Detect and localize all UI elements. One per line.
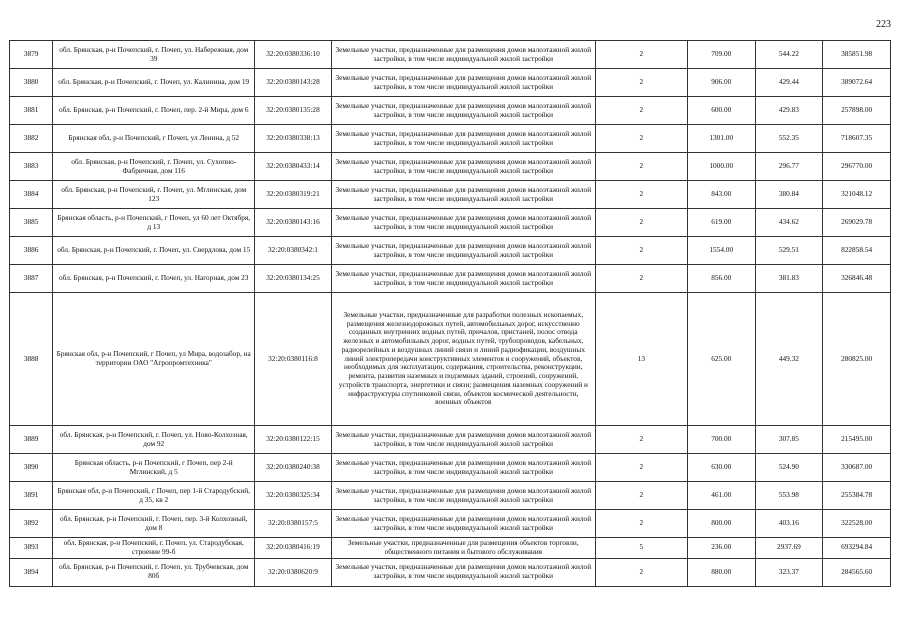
row-number: 3890 (10, 454, 53, 482)
cadastral-value-cell: 257898.00 (823, 97, 891, 125)
permitted-use-cell: Земельные участки, предназначенные для размещения домов малоэтажной жилой застройки, в том числе индивидуальной жилой застройки (331, 69, 595, 97)
cadastral-value-cell: 330687.00 (823, 454, 891, 482)
row-number: 3888 (10, 293, 53, 426)
cadastral-number-cell: 32:20:0380433:14 (255, 153, 332, 181)
table-row (10, 237, 891, 265)
permitted-use-cell: Земельные участки, предназначенные для размещения домов малоэтажной жилой застройки, в том числе индивидуальной жилой застройки (331, 510, 595, 538)
row-number: 3883 (10, 153, 53, 181)
page-number: 223 (876, 19, 891, 30)
use-group-cell: 2 (595, 265, 687, 293)
table-row (10, 426, 891, 454)
cadastral-value-cell: 693294.84 (823, 538, 891, 559)
table-row (10, 558, 891, 586)
cadastral-value-cell: 389072.64 (823, 69, 891, 97)
area-cell: 880.00 (687, 558, 755, 586)
cadastral-value-cell: 718607.35 (823, 125, 891, 153)
cadastral-value-cell: 385851.98 (823, 41, 891, 69)
permitted-use-cell: Земельные участки, предназначенные для разработки полезных ископаемых, размещения железнодорожных путей, автомобильных дорог, искусственно созданных внутренних водных путей, причалов, пристаней, полос отвода железных и автомобильных дорог, водных путей, трубопроводов, кабельных, радиорелейных и воздушных линий связи и линий радиофикации, воздушных линий электропередачи конструктивных элементов и сооружений, объектов, необходимых для эксплуатации, содержания, строительства, реконструкции, ремонта, развития наземных и подземных зданий, строений, сооружений, устройств транспорта, энергетики и связи; размещения наземных сооружений и инфраструктуры спутниковой связи, объектов космической деятельности, военных объектов (331, 293, 595, 426)
use-group-cell: 2 (595, 482, 687, 510)
table-row (10, 69, 891, 97)
table-row (10, 510, 891, 538)
area-cell: 1301.00 (687, 125, 755, 153)
cadastral-value-cell: 296770.00 (823, 153, 891, 181)
table-row (10, 153, 891, 181)
address-cell: обл. Брянская, р-н Почепский, г. Почеп, ул. Калинина, дом 19 (53, 69, 255, 97)
address-cell: Брянская обл, р-н Почепский, г Почеп, пер 1-й Стародубский, д 35, кв 2 (53, 482, 255, 510)
address-cell: обл. Брянская, р-н Почепский, г. Почеп, ул. Ново-Колхозная, дом 92 (53, 426, 255, 454)
address-cell: обл. Брянская, р-н Почепский, г. Почеп, ул. Свердлова, дом 15 (53, 237, 255, 265)
specific-value-cell: 296.77 (755, 153, 823, 181)
row-number: 3880 (10, 69, 53, 97)
cadastral-value-cell: 326846.48 (823, 265, 891, 293)
table-row (10, 125, 891, 153)
cadastral-number-cell: 32:20:0380416:19 (255, 538, 332, 559)
permitted-use-cell: Земельные участки, предназначенные для размещения домов малоэтажной жилой застройки, в том числе индивидуальной жилой застройки (331, 482, 595, 510)
use-group-cell: 2 (595, 125, 687, 153)
cadastral-number-cell: 32:20:0380134:25 (255, 265, 332, 293)
address-cell: Брянская область, р-н Почепский, г Почеп, ул 60 лет Октября, д 13 (53, 209, 255, 237)
area-cell: 1000.00 (687, 153, 755, 181)
specific-value-cell: 307.85 (755, 426, 823, 454)
row-number: 3882 (10, 125, 53, 153)
use-group-cell: 2 (595, 510, 687, 538)
permitted-use-cell: Земельные участки, предназначенные для размещения домов малоэтажной жилой застройки, в том числе индивидуальной жилой застройки (331, 265, 595, 293)
cadastral-value-cell: 322528.00 (823, 510, 891, 538)
specific-value-cell: 529.51 (755, 237, 823, 265)
row-number: 3893 (10, 538, 53, 559)
permitted-use-cell: Земельные участки, предназначенные для размещения домов малоэтажной жилой застройки, в том числе индивидуальной жилой застройки (331, 153, 595, 181)
use-group-cell: 2 (595, 209, 687, 237)
area-cell: 461.00 (687, 482, 755, 510)
permitted-use-cell: Земельные участки, предназначенные для размещения объектов торговли, общественного питания и бытового обслуживания (331, 538, 595, 559)
area-cell: 843.00 (687, 181, 755, 209)
area-cell: 630.00 (687, 454, 755, 482)
specific-value-cell: 323.37 (755, 558, 823, 586)
row-number: 3887 (10, 265, 53, 293)
cadastral-value-cell: 269029.78 (823, 209, 891, 237)
address-cell: обл. Брянская, р-н Почепский, г. Почеп, ул. Сухопно-Фабричная, дом 116 (53, 153, 255, 181)
row-number: 3884 (10, 181, 53, 209)
cadastral-number-cell: 32:20:0380342:1 (255, 237, 332, 265)
permitted-use-cell: Земельные участки, предназначенные для размещения домов малоэтажной жилой застройки, в том числе индивидуальной жилой застройки (331, 426, 595, 454)
row-number: 3879 (10, 41, 53, 69)
cadastral-value-cell: 215495.00 (823, 426, 891, 454)
cadastral-number-cell: 32:20:0380122:15 (255, 426, 332, 454)
specific-value-cell: 429.83 (755, 97, 823, 125)
cadastral-number-cell: 32:20:0380157:5 (255, 510, 332, 538)
area-cell: 800.00 (687, 510, 755, 538)
table-row (10, 265, 891, 293)
row-number: 3892 (10, 510, 53, 538)
cadastral-number-cell: 32:20:0380135:28 (255, 97, 332, 125)
specific-value-cell: 2937.69 (755, 538, 823, 559)
specific-value-cell: 434.62 (755, 209, 823, 237)
table-row (10, 482, 891, 510)
address-cell: обл. Брянская, р-н Почепский, г. Почеп, ул. Набережная, дом 39 (53, 41, 255, 69)
row-number: 3894 (10, 558, 53, 586)
area-cell: 236.00 (687, 538, 755, 559)
specific-value-cell: 449.32 (755, 293, 823, 426)
use-group-cell: 2 (595, 558, 687, 586)
specific-value-cell: 553.98 (755, 482, 823, 510)
permitted-use-cell: Земельные участки, предназначенные для размещения домов малоэтажной жилой застройки, в том числе индивидуальной жилой застройки (331, 209, 595, 237)
use-group-cell: 2 (595, 454, 687, 482)
permitted-use-cell: Земельные участки, предназначенные для размещения домов малоэтажной жилой застройки, в том числе индивидуальной жилой застройки (331, 181, 595, 209)
area-cell: 709.00 (687, 41, 755, 69)
specific-value-cell: 429.44 (755, 69, 823, 97)
address-cell: Брянская область, р-н Почепский, г Почеп, пер 2-й Мглинский, д 5 (53, 454, 255, 482)
cadastral-number-cell: 32:20:0380240:38 (255, 454, 332, 482)
table-row (10, 41, 891, 69)
table-row (10, 209, 891, 237)
use-group-cell: 2 (595, 153, 687, 181)
cadastral-number-cell: 32:20:0380143:16 (255, 209, 332, 237)
area-cell: 625.00 (687, 293, 755, 426)
use-group-cell: 2 (595, 69, 687, 97)
cadastral-value-cell: 822858.54 (823, 237, 891, 265)
use-group-cell: 13 (595, 293, 687, 426)
address-cell: Брянская обл, р-н Почепский, г Почеп, ул Мира, водозабор, на территории ОАО "Агропромтехника" (53, 293, 255, 426)
address-cell: обл. Брянская, р-н Почепский, г. Почеп, ул. Мглинская, дом 123 (53, 181, 255, 209)
permitted-use-cell: Земельные участки, предназначенные для размещения домов малоэтажной жилой застройки, в том числе индивидуальной жилой застройки (331, 125, 595, 153)
cadastral-value-cell: 280825.00 (823, 293, 891, 426)
specific-value-cell: 524.90 (755, 454, 823, 482)
area-cell: 700.00 (687, 426, 755, 454)
area-cell: 856.00 (687, 265, 755, 293)
address-cell: обл. Брянская, р-н Почепский, г. Почеп, пер. 2-й Мира, дом 6 (53, 97, 255, 125)
use-group-cell: 2 (595, 181, 687, 209)
table-row (10, 454, 891, 482)
address-cell: обл. Брянская, р-н Почепский, г. Почеп, ул. Стародубская, строение 99-б (53, 538, 255, 559)
row-number: 3885 (10, 209, 53, 237)
table-row (10, 97, 891, 125)
use-group-cell: 2 (595, 237, 687, 265)
row-number: 3881 (10, 97, 53, 125)
cadastral-number-cell: 32:20:0380143:28 (255, 69, 332, 97)
row-number: 3886 (10, 237, 53, 265)
area-cell: 600.00 (687, 97, 755, 125)
specific-value-cell: 544.22 (755, 41, 823, 69)
address-cell: обл. Брянская, р-н Почепский, г. Почеп, ул. Нагорная, дом 23 (53, 265, 255, 293)
cadastral-number-cell: 32:20:0380620:9 (255, 558, 332, 586)
use-group-cell: 2 (595, 426, 687, 454)
cadastral-number-cell: 32:20:0380325:34 (255, 482, 332, 510)
use-group-cell: 5 (595, 538, 687, 559)
use-group-cell: 2 (595, 97, 687, 125)
cadastral-number-cell: 32:20:0380319:21 (255, 181, 332, 209)
table-body (10, 41, 891, 587)
address-cell: Брянская обл, р-н Почепский, г Почеп, ул Ленина, д 52 (53, 125, 255, 153)
table-row (10, 538, 891, 559)
address-cell: обл. Брянская, р-н Почепский, г. Почеп, ул. Трубчевская, дом 80б (53, 558, 255, 586)
area-cell: 619.00 (687, 209, 755, 237)
area-cell: 906.00 (687, 69, 755, 97)
cadastral-value-cell: 284565.60 (823, 558, 891, 586)
permitted-use-cell: Земельные участки, предназначенные для размещения домов малоэтажной жилой застройки, в том числе индивидуальной жилой застройки (331, 41, 595, 69)
permitted-use-cell: Земельные участки, предназначенные для размещения домов малоэтажной жилой застройки, в том числе индивидуальной жилой застройки (331, 97, 595, 125)
cadastral-value-cell: 255384.78 (823, 482, 891, 510)
table-row (10, 181, 891, 209)
permitted-use-cell: Земельные участки, предназначенные для размещения домов малоэтажной жилой застройки, в том числе индивидуальной жилой застройки (331, 237, 595, 265)
cadastral-value-table (9, 40, 891, 587)
cadastral-number-cell: 32:20:0380336:10 (255, 41, 332, 69)
specific-value-cell: 403.16 (755, 510, 823, 538)
specific-value-cell: 380.84 (755, 181, 823, 209)
row-number: 3889 (10, 426, 53, 454)
specific-value-cell: 552.35 (755, 125, 823, 153)
area-cell: 1554.00 (687, 237, 755, 265)
cadastral-number-cell: 32:20:0380338:13 (255, 125, 332, 153)
cadastral-number-cell: 32:20:0380116:8 (255, 293, 332, 426)
permitted-use-cell: Земельные участки, предназначенные для размещения домов малоэтажной жилой застройки, в том числе индивидуальной жилой застройки (331, 558, 595, 586)
row-number: 3891 (10, 482, 53, 510)
specific-value-cell: 381.83 (755, 265, 823, 293)
address-cell: обл. Брянская, р-н Почепский, г. Почеп, пер. 3-й Колхозный, дом 8 (53, 510, 255, 538)
permitted-use-cell: Земельные участки, предназначенные для размещения домов малоэтажной жилой застройки, в том числе индивидуальной жилой застройки (331, 454, 595, 482)
use-group-cell: 2 (595, 41, 687, 69)
cadastral-value-cell: 321048.12 (823, 181, 891, 209)
table-row (10, 293, 891, 426)
